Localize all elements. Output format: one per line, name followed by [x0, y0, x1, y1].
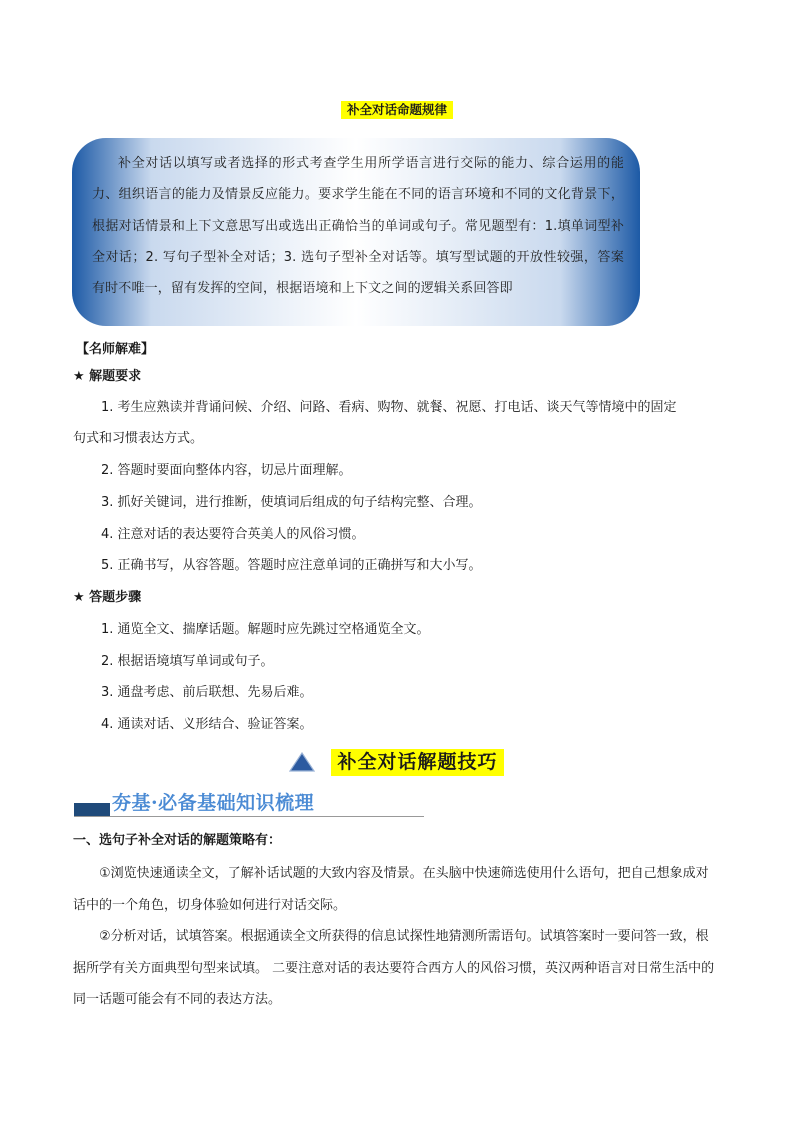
intro-box [72, 138, 640, 326]
section-divider [74, 816, 424, 817]
teacher-heading: 【名师解难】 [76, 342, 155, 357]
step-1: 1. 通览全文、揣摩话题。解题时应先跳过空格通览全文。 [101, 622, 430, 637]
requirements-heading: ★ 解题要求 [73, 369, 142, 384]
requirement-3: 3. 抓好关键词，进行推断，使填词后组成的句子结构完整、合理。 [101, 495, 482, 510]
triangle-icon [289, 752, 315, 772]
strategy-paragraph-1: ①浏览快速通读全文，了解补话试题的大致内容及情景。在头脑中快速筛选使用什么语句，把自己想象成对话中的一个角色，切身体验如何进行对话交际。 [73, 866, 709, 913]
banner-title: 补全对话解题技巧 [331, 749, 504, 776]
step-3: 3. 通盘考虑、前后联想、先易后难。 [101, 685, 313, 700]
step-4: 4. 通读对话、义形结合、验证答案。 [101, 717, 313, 732]
intro-text: 补全对话以填写或者选择的形式考查学生用所学语言进行交际的能力、综合运用的能力、组织语言的能力及情景反应能力。要求学生能在不同的语言环境和不同的文化背景下，根据对话情景和上下文意思写出或选出正确恰当的单词或句子。常见题型有：1.填单词型补全对话；2. 写句子型补全对话；3. 选句子型补全对话等。填写型试题的开放性较强，答案有时不唯一，留有发挥的空间，根据语境和上下文之间的逻辑关系回答即 [92, 156, 624, 297]
strategy-heading: 一、选句子补全对话的解题策略有： [73, 833, 282, 848]
requirement-5: 5. 正确书写，从容答题。答题时应注意单词的正确拼写和大小写。 [101, 558, 482, 573]
requirement-4: 4. 注意对话的表达要符合英美人的风俗习惯。 [101, 527, 365, 542]
section-bar [74, 803, 110, 816]
step-2: 2. 根据语境填写单词或句子。 [101, 654, 274, 669]
section-title: 夯基·必备基础知识梳理 [112, 792, 315, 814]
requirement-2: 2. 答题时要面向整体内容，切忌片面理解。 [101, 463, 352, 478]
strategy-paragraph-2: ②分析对话，试填答案。根据通读全文所获得的信息试探性地猜测所需语句。试填答案时一要问答一致，根据所学有关方面典型句型来试填。 二要注意对话的表达要符合西方人的风俗习惯，英汉两种语言对日常生活中的同一话题可能会有不同的表达方法。 [73, 929, 715, 1007]
requirement-1-line1: 1. 考生应熟读并背诵问候、介绍、问路、看病、购物、就餐、祝愿、打电话、谈天气等情境中的固定 [101, 400, 677, 415]
steps-heading: ★ 答题步骤 [73, 590, 142, 605]
requirement-1-line2: 句式和习惯表达方式。 [73, 431, 204, 446]
page-title: 补全对话命题规律 [341, 101, 453, 119]
